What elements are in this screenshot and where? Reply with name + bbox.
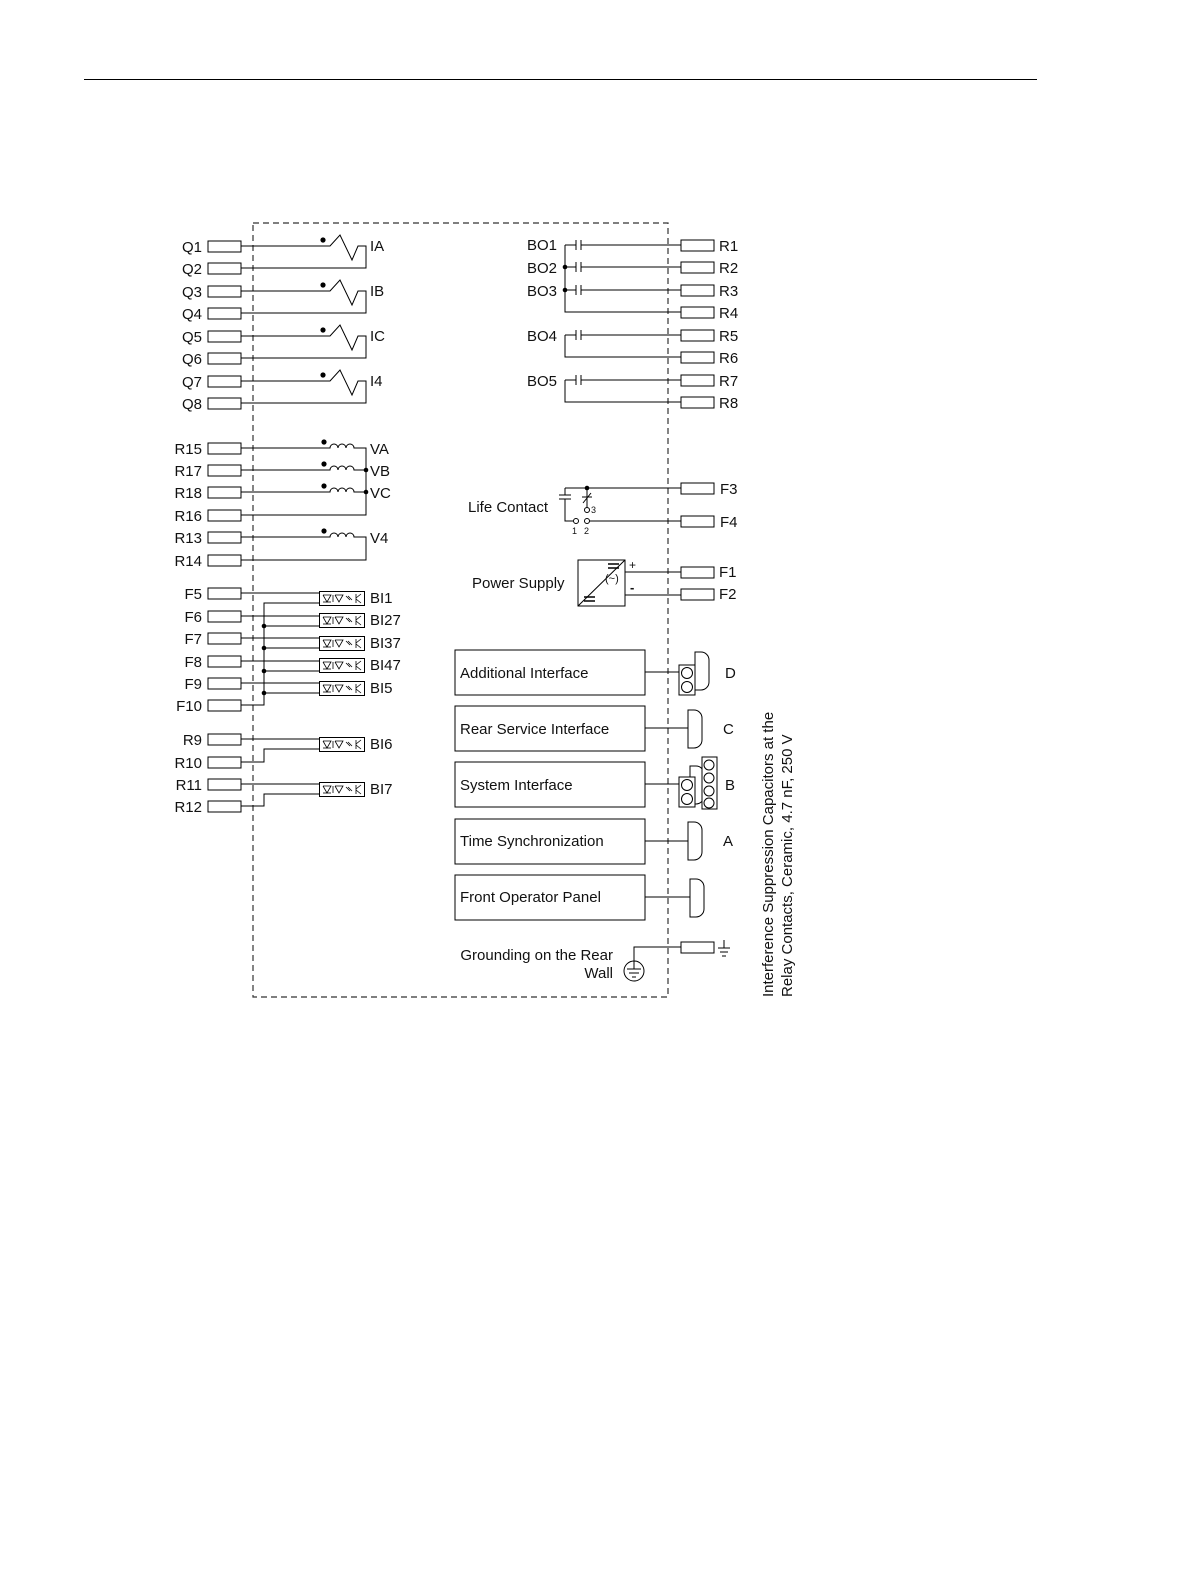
terminal-f9 (208, 678, 241, 689)
terminal-q2 (208, 263, 241, 274)
terminal-r3 (681, 285, 714, 296)
terminal-q4 (208, 308, 241, 319)
terminal-label: F4 (720, 514, 738, 531)
side-note-line1: Interference Suppression Capacitors at the (760, 711, 777, 997)
terminal-r10 (208, 757, 241, 768)
terminal-q7 (208, 376, 241, 387)
terminal-r6 (681, 352, 714, 363)
current-input-label: IA (370, 238, 385, 255)
terminal-r12 (208, 801, 241, 812)
grounding-label-line1: Grounding on the Rear (460, 947, 613, 964)
terminal-label: Q3 (181, 284, 202, 301)
terminal-label: R3 (719, 283, 739, 300)
terminal-r7 (681, 375, 714, 386)
terminal-label: R9 (182, 732, 202, 749)
terminal-label: R10 (174, 755, 202, 772)
grounding-label-line2: Wall (584, 965, 613, 982)
side-note (760, 712, 796, 997)
terminal-label: F1 (719, 564, 737, 581)
power-supply-plus: + (629, 558, 637, 572)
voltage-inputs (174, 439, 391, 570)
binary-input-label: BI7 (370, 781, 393, 798)
life-contact-label: Life Contact (468, 499, 549, 516)
terminal-f10 (208, 700, 241, 711)
terminal-r17 (208, 465, 241, 476)
terminal-r14 (208, 555, 241, 566)
terminal-label: Q4 (181, 306, 202, 323)
terminal-label: R5 (719, 328, 739, 345)
terminal-r16 (208, 510, 241, 521)
terminal-label: Q1 (181, 239, 202, 256)
interface-label: System Interface (460, 777, 573, 794)
terminal-f6 (208, 611, 241, 622)
terminal-label: R4 (719, 305, 739, 322)
power-supply-ac: (~) (605, 573, 619, 585)
terminal-label: F2 (719, 586, 737, 603)
terminal-label: R2 (719, 260, 739, 277)
terminal-label: Q7 (181, 374, 202, 391)
terminal-r2 (681, 262, 714, 273)
binary-input-label: BI27 (370, 612, 401, 629)
power-supply-minus: - (630, 580, 635, 595)
life-contact (468, 481, 738, 536)
terminal-label: Q5 (181, 329, 202, 346)
terminal-label: R15 (174, 441, 202, 458)
power-supply (472, 558, 737, 606)
terminal-q1 (208, 241, 241, 252)
pin-label: 2 (584, 526, 590, 536)
pin-label: 1 (572, 526, 578, 536)
interface-label: Time Synchronization (460, 833, 604, 850)
terminal-label: R18 (174, 485, 202, 502)
binary-output-label: BO4 (526, 328, 557, 345)
terminal-f1 (681, 567, 714, 578)
binary-input-label: BI6 (370, 736, 393, 753)
terminal-q3 (208, 286, 241, 297)
terminal-r13 (208, 532, 241, 543)
interface-label: Additional Interface (460, 665, 589, 682)
terminal-r5 (681, 330, 714, 341)
terminal-label: F7 (184, 631, 202, 648)
terminal-f5 (208, 588, 241, 599)
binary-input-label: BI47 (370, 657, 401, 674)
binary-output-label: BO5 (526, 373, 557, 390)
interfaces (455, 650, 736, 920)
binary-inputs (174, 586, 400, 816)
interface-label: Front Operator Panel (460, 889, 601, 906)
terminal-f7 (208, 633, 241, 644)
current-input-label: IC (370, 328, 385, 345)
binary-input-label: BI37 (370, 635, 401, 652)
terminal-r1 (681, 240, 714, 251)
pin-label: 3 (591, 505, 597, 515)
binary-output-label: BO2 (526, 260, 557, 277)
terminal-label: F5 (184, 586, 202, 603)
terminal-ground (681, 942, 714, 953)
terminal-label: R17 (174, 463, 202, 480)
terminal-f2 (681, 589, 714, 600)
voltage-input-label: VA (370, 441, 389, 458)
interface-port: B (725, 777, 736, 794)
terminal-label: F9 (184, 676, 202, 693)
terminal-label: Q6 (181, 351, 202, 368)
terminal-label: R8 (719, 395, 739, 412)
voltage-input-label: V4 (370, 530, 389, 547)
terminal-label: R7 (719, 373, 739, 390)
terminal-f3 (681, 483, 714, 494)
binary-outputs (527, 237, 738, 412)
terminal-q6 (208, 353, 241, 364)
interface-port: A (723, 833, 734, 850)
interface-label: Rear Service Interface (460, 721, 610, 738)
terminal-label: R12 (174, 799, 202, 816)
terminal-label: F10 (176, 698, 202, 715)
side-note-line2: Relay Contacts, Ceramic, 4.7 nF, 250 V (779, 734, 796, 997)
terminal-label: R11 (175, 777, 202, 794)
binary-output-label: BO3 (526, 283, 557, 300)
terminal-label: F6 (184, 609, 202, 626)
terminal-label: F3 (720, 481, 738, 498)
terminal-r8 (681, 397, 714, 408)
binary-output-label: BO1 (526, 237, 557, 254)
terminal-r15 (208, 443, 241, 454)
power-supply-label: Power Supply (472, 575, 565, 592)
terminal-label: R14 (174, 553, 202, 570)
interface-port: C (723, 721, 734, 738)
current-input-label: IB (370, 283, 385, 300)
current-inputs (182, 235, 385, 413)
terminal-q8 (208, 398, 241, 409)
terminal-label: R6 (719, 350, 739, 367)
terminal-label: R13 (174, 530, 202, 547)
terminal-f8 (208, 656, 241, 667)
terminal-f4 (681, 516, 714, 527)
binary-input-label: BI1 (370, 590, 393, 607)
terminal-r4 (681, 307, 714, 318)
interface-port: D (725, 665, 736, 682)
voltage-input-label: VB (370, 463, 391, 480)
terminal-r18 (208, 487, 241, 498)
terminal-label: R16 (174, 508, 202, 525)
terminal-q5 (208, 331, 241, 342)
terminal-label: R1 (719, 238, 739, 255)
earth-icon (718, 940, 730, 956)
grounding (460, 940, 730, 982)
terminal-label: Q2 (181, 261, 202, 278)
terminal-r11 (208, 779, 241, 790)
terminal-r9 (208, 734, 241, 745)
voltage-input-label: VC (370, 485, 391, 502)
terminal-label: F8 (184, 654, 202, 671)
terminal-label: Q8 (181, 396, 202, 413)
current-input-label: I4 (370, 373, 383, 390)
binary-input-label: BI5 (370, 680, 393, 697)
